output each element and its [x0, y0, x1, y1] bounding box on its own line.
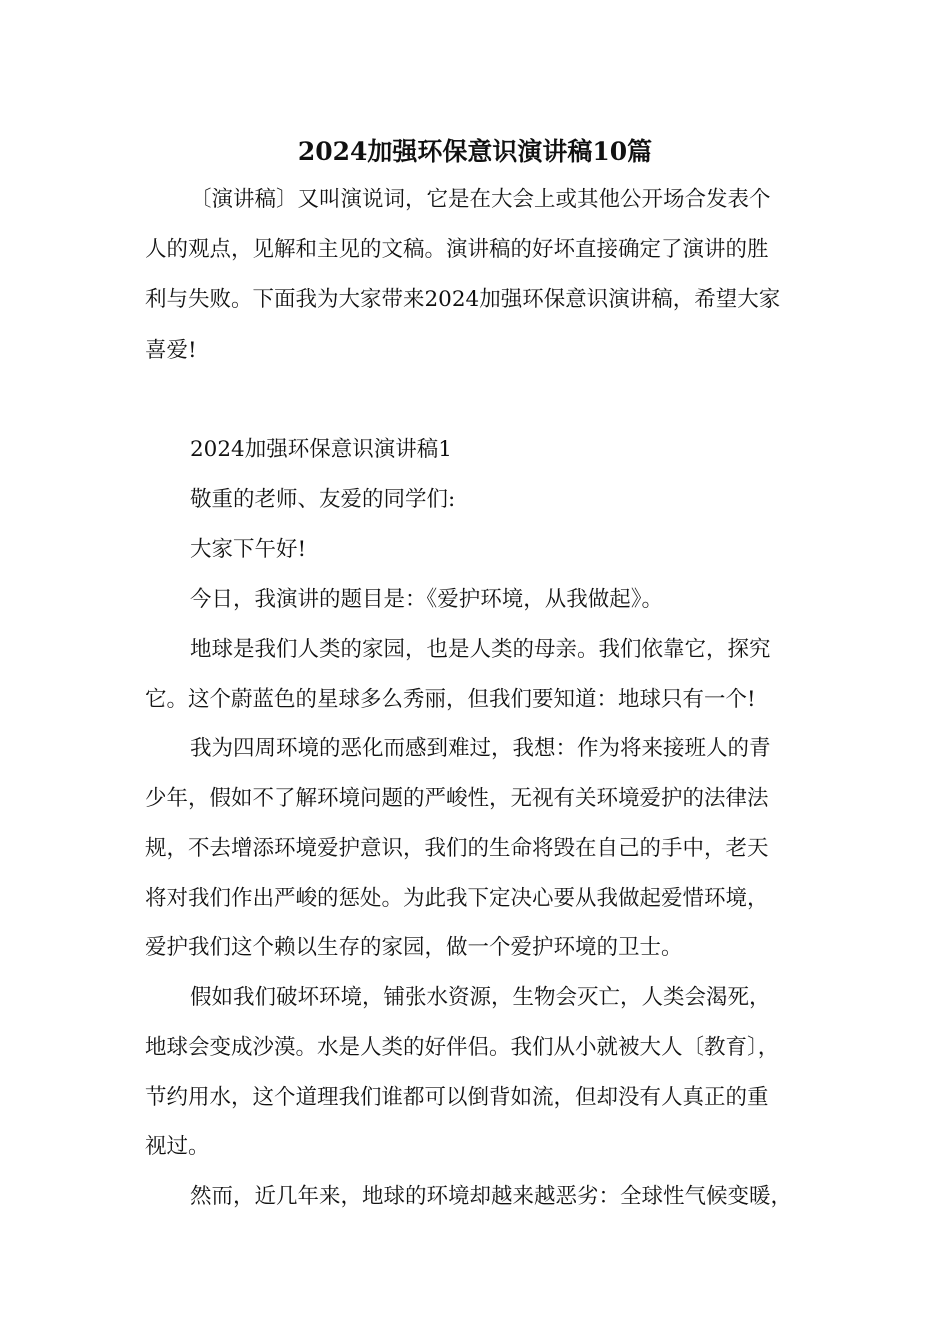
document-title: 2024加强环保意识演讲稿10篇 [297, 137, 653, 166]
paragraph-line: 利与失败。下面我为大家带来2024加强环保意识演讲稿，希望大家 [145, 287, 781, 312]
paragraph-line: 〔演讲稿〕又叫演说词，它是在大会上或其他公开场合发表个 [190, 187, 771, 212]
paragraph-line: 大家下午好! [190, 537, 307, 562]
paragraph-line: 将对我们作出严峻的惩处。为此我下定决心要从我做起爱惜环境， [145, 886, 769, 911]
paragraph-line: 少年，假如不了解环境问题的严峻性，无视有关环境爱护的法律法 [145, 786, 769, 811]
paragraph-line: 爱护我们这个赖以生存的家园，做一个爱护环境的卫士。 [145, 935, 683, 960]
paragraph-line: 今日，我演讲的题目是：《爱护环境，从我做起》。 [190, 587, 664, 612]
paragraph-line: 地球是我们人类的家园，也是人类的母亲。我们依靠它，探究 [190, 637, 771, 662]
paragraph-line: 敬重的老师、友爱的同学们: [190, 487, 456, 512]
paragraph-line: 我为四周环境的恶化而感到难过，我想：作为将来接班人的青 [190, 736, 771, 761]
paragraph-line: 地球会变成沙漠。水是人类的好伴侣。我们从小就被大人〔教育〕， [145, 1035, 780, 1060]
paragraph-line: 然而，近几年来，地球的环境却越来越恶劣：全球性气候变暖， [190, 1184, 793, 1209]
paragraph-line: 人的观点，见解和主见的文稿。演讲稿的好坏直接确定了演讲的胜 [145, 237, 769, 262]
paragraph-line: 视过。 [145, 1134, 210, 1159]
paragraph-line: 规，不去增添环境爱护意识，我们的生命将毁在自己的手中，老天 [145, 836, 769, 861]
paragraph-line: 它。这个蔚蓝色的星球多么秀丽，但我们要知道：地球只有一个! [145, 687, 756, 712]
paragraph-line: 喜爱! [145, 338, 197, 363]
paragraph-line: 节约用水，这个道理我们谁都可以倒背如流，但却没有人真正的重 [145, 1085, 769, 1110]
paragraph-line: 假如我们破坏环境，铺张水资源，生物会灭亡，人类会渴死， [190, 985, 771, 1010]
section-heading: 2024加强环保意识演讲稿1 [190, 437, 452, 462]
